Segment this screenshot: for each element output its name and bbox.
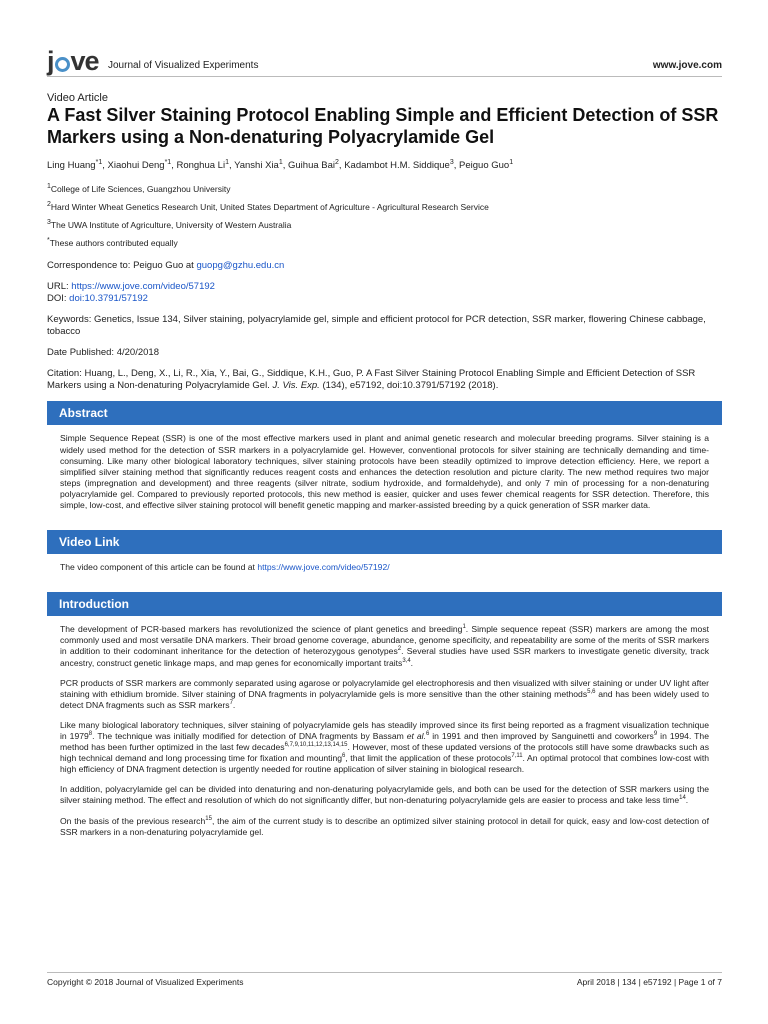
page-info: April 2018 | 134 | e57192 | Page 1 of 7 (576, 977, 722, 987)
affiliation-note: *These authors contributed equally (47, 236, 178, 248)
author: Yanshi Xia (234, 160, 279, 172)
article-title: A Fast Silver Staining Protocol Enabling Simple and Efficient Detection of SSR Markers using a Non-denaturing Polyacrylamide Gel (47, 105, 719, 147)
logo-o-icon (55, 57, 70, 72)
doi-link[interactable]: doi:10.3791/57192 (69, 293, 148, 305)
intro-paragraph-3: Like many biological laboratory techniques, silver staining of polyacrylamide gels has steadily improved since its first being reported as a fragment visualization technique in 1979$^8$. The technique was initially modified for detection of DNA fragments by Bassam et al.$^6$ in 1991 and then improved by Sanguinetti and coworkers$^9$ in 1994. The method has been further optimized in the last few decades$^{6,7,9,10,11,12,13,14,15}$. However, most of these updated versions of the protocols still have some drawbacks such as high technical demand and long processing time for fixation and mounting$^6$, that limit the application of these protocols$^{7,11}$. An optimal protocol that combines low-cost with high efficiency of DNA fragment detection is urgently needed for routine application of silver staining in biological research. (60, 719, 709, 775)
author: Kadambot H.M. Siddique (344, 160, 450, 172)
abstract-text: Simple Sequence Repeat (SSR) is one of the most effective markers used in plant and animal genetic research and molecular breeding programs. Silver staining is a widely used method for the detection of SSR markers in a polyacrylamide gel. However, conventional protocols for silver staining are technically demanding and time-consuming. Like many other biological laboratory techniques, silver staining protocols have been steadily optimized to improve detection efficiency. Here, we report a simplified silver staining method that significantly reduces reagent costs and enhances the detection resolution and picture clarity. The new method requires two major steps (impregnation and development) and three reagents (silver nitrate, sodium hydroxide, and formaldehyde), and only 7 min of processing for a non-denaturing polyacrylamide gel. Compared to previously reported protocols, this new method is easier, quicker and uses fewer chemical reagents for SSR detection. Therefore, this simple, low-cost, and effective silver staining protocol will benefit genetic mapping and marker-assisted breeding by a quick generation of SSR marker data. (60, 433, 709, 511)
introduction-section (47, 616, 722, 857)
intro-paragraph-4: In addition, polyacrylamide gel can be divided into denaturing and non-denaturing polyacrylamide gels, and both can be used for the detection of SSR markers using the silver staining method. The effect and resolution of which do not significantly differ, but non-denaturing polyacrylamide gels are easier to process and take less time$^{14}$. (60, 784, 709, 806)
affiliation: $^3$The UWA Institute of Agriculture, University of Western Australia (47, 218, 292, 230)
copyright: Copyright © 2018 Journal of Visualized Experiments (47, 977, 244, 987)
affiliation: $^1$College of Life Sciences, Guangzhou University (47, 183, 231, 194)
jove-logo[interactable]: j ve (47, 46, 99, 76)
video-link-text: The video component of this article can be found at https://www.jove.com/video/57192/ (60, 562, 390, 573)
keywords: Keywords: Genetics, Issue 134, Silver staining, polyacrylamide gel, simple and efficient protocol for PCR detection, SSR marker, flowering Chinese cabbage, tobacco (47, 314, 706, 338)
page-header (47, 46, 722, 77)
date-published: Date Published: 4/20/2018 (47, 347, 159, 359)
correspondence-email-link[interactable]: guopg@gzhu.edu.cn (196, 260, 285, 272)
citation: Citation: Huang, L., Deng, X., Li, R., Xia, Y., Bai, G., Siddique, K.H., Guo, P. A Fast Silver Staining Protocol Enabling Simple and Efficient Detection of SSR Markers using a Non-denaturing Polyacrylamide Gel. J. Vis. Exp. (134), e57192, doi:10.3791/57192 (2018). (47, 368, 696, 392)
abstract-heading: Abstract (47, 401, 722, 425)
article-content (47, 92, 722, 857)
article-type: Video Article (47, 92, 108, 104)
abstract-section (47, 425, 722, 530)
intro-paragraph-2: PCR products of SSR markers are commonly separated using agarose or polyacrylamide gel electrophoresis and then visualized with silver staining or under UV light after staining with ethidium bromide. Silver staining of DNA fragments in polyacrylamide gels is more sensitive than the other staining methods$^{5,6}$ and has been widely used to detect DNA fragments such as SSR markers$^7$. (60, 677, 709, 710)
affiliation-list (47, 179, 722, 250)
correspondence: Correspondence to: Peiguo Guo at guopg@gzhu.edu.cn (47, 260, 285, 272)
author: Xiaohui Deng (107, 160, 165, 172)
author: Guihua Bai (288, 160, 336, 172)
intro-paragraph-5: On the basis of the previous research$^{15}$, the aim of the current study is to describe an optimized silver staining protocol in detail for quick, easy and low-cost detection of SSR markers in a non-denaturing polyacrylamide gel. (60, 815, 709, 837)
article-url-link[interactable]: https://www.jove.com/video/57192 (71, 281, 215, 293)
website-link[interactable]: www.jove.com (652, 60, 722, 71)
author: Ronghua Li (176, 160, 226, 172)
affiliation: $^2$Hard Winter Wheat Genetics Research Unit, United States Department of Agriculture - Agricultural Research Service (47, 200, 489, 212)
page-footer (47, 972, 722, 990)
article-identifiers: URL: https://www.jove.com/video/57192 DOI: doi:10.3791/57192 (47, 281, 215, 305)
author-list: Ling Huang$^{*1}$, Xiaohui Deng$^{*1}$, Ronghua Li$^1$, Yanshi Xia$^1$, Guihua Bai$^2$, Kadambot H.M. Siddique$^3$, Peiguo Guo$^1$ (47, 159, 514, 172)
video-link-heading: Video Link (47, 530, 722, 554)
author: Peiguo Guo (459, 160, 510, 172)
video-link-section (47, 554, 722, 592)
intro-paragraph-1: The development of PCR-based markers has revolutionized the science of plant genetics and breeding$^1$. Simple sequence repeat (SSR) markers are among the most commonly used and most versatile DNA markers. Their broad genome coverage, abundance, genome specificity, and repeatability are some of the merits of SSR markers in addition to their codominant inheritance for the detection of heterozygous genotypes$^2$. Several studies have used SSR markers to investigate genetic diversity, track ancestry, construct genetic linkage maps, and map genes for economically important traits$^{3,4}$. (60, 624, 709, 668)
journal-name: Journal of Visualized Experiments (108, 60, 259, 71)
video-url-link[interactable]: https://www.jove.com/video/57192/ (257, 562, 390, 573)
author: Ling Huang (47, 160, 96, 172)
introduction-heading: Introduction (47, 592, 722, 616)
